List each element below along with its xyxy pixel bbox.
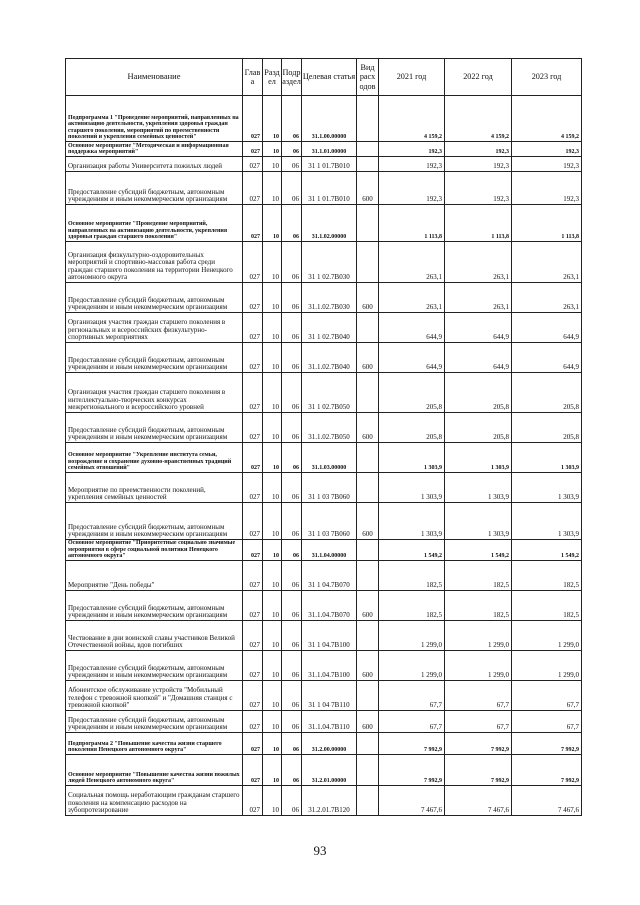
- row-name: Основное мероприятие "Методическая и информационная поддержка мероприятий": [66, 142, 243, 157]
- row-podrazdel: 06: [282, 96, 302, 142]
- row-amount-2022: 205,8: [445, 413, 512, 443]
- row-razdel: 10: [263, 680, 282, 710]
- row-podrazdel: 06: [282, 650, 302, 680]
- row-amount-2023: 205,8: [512, 373, 582, 413]
- row-amount-2021: 1 299,0: [379, 650, 445, 680]
- row-amount-2021: 644,9: [379, 343, 445, 373]
- row-target-article: 31 1 02.7В040: [302, 313, 357, 343]
- row-razdel: 10: [263, 242, 282, 283]
- row-razdel: 10: [263, 710, 282, 732]
- table-row: [66, 732, 582, 754]
- row-target-article: 31 1 02.7В030: [302, 242, 357, 283]
- row-podrazdel: 06: [282, 560, 302, 590]
- table-row: [66, 754, 582, 785]
- row-razdel: 10: [263, 620, 282, 650]
- row-amount-2021: 182,5: [379, 590, 445, 620]
- row-amount-2021: 1 299,0: [379, 620, 445, 650]
- table-body: [66, 96, 582, 816]
- row-podrazdel: 06: [282, 413, 302, 443]
- row-glava: 027: [243, 443, 263, 473]
- row-expense-type: 600: [357, 503, 379, 540]
- row-glava: 027: [243, 242, 263, 283]
- row-glava: 027: [243, 473, 263, 503]
- row-glava: 027: [243, 540, 263, 561]
- row-expense-type: [357, 540, 379, 561]
- row-amount-2022: 1 303,9: [445, 473, 512, 503]
- row-podrazdel: 06: [282, 142, 302, 157]
- row-name: Основное мероприятие "Повышение качества жизни пожилых людей Ненецкого автономного округа": [66, 754, 243, 785]
- table-header: [66, 59, 582, 96]
- row-target-article: 31 1 01.7В010: [302, 157, 357, 172]
- row-podrazdel: 06: [282, 732, 302, 754]
- row-amount-2023: 182,5: [512, 560, 582, 590]
- row-target-article: 31 1 04.7В100: [302, 620, 357, 650]
- row-amount-2022: 182,5: [445, 590, 512, 620]
- row-amount-2022: 1 299,0: [445, 620, 512, 650]
- row-target-article: 31.1.02.7В050: [302, 413, 357, 443]
- row-target-article: 31.1.02.7В030: [302, 283, 357, 313]
- table-row: [66, 503, 582, 540]
- row-amount-2022: 7 467,6: [445, 785, 512, 815]
- row-razdel: 10: [263, 205, 282, 242]
- table-row: [66, 680, 582, 710]
- row-glava: 027: [243, 96, 263, 142]
- row-amount-2021: 4 159,2: [379, 96, 445, 142]
- header-podrazdel: Подр аздел: [282, 59, 302, 96]
- row-expense-type: [357, 785, 379, 815]
- row-amount-2022: 192,3: [445, 157, 512, 172]
- row-podrazdel: 06: [282, 205, 302, 242]
- row-target-article: 31 1 04.7В070: [302, 560, 357, 590]
- row-expense-type: [357, 620, 379, 650]
- row-amount-2023: 7 467,6: [512, 785, 582, 815]
- row-amount-2023: 263,1: [512, 283, 582, 313]
- row-amount-2021: 67,7: [379, 710, 445, 732]
- row-expense-type: 600: [357, 590, 379, 620]
- table-row: [66, 413, 582, 443]
- row-target-article: 31.2.01.7В120: [302, 785, 357, 815]
- row-glava: 027: [243, 650, 263, 680]
- row-expense-type: [357, 373, 379, 413]
- table-row: [66, 242, 582, 283]
- row-expense-type: [357, 443, 379, 473]
- row-amount-2023: 182,5: [512, 590, 582, 620]
- row-razdel: 10: [263, 503, 282, 540]
- row-podrazdel: 06: [282, 540, 302, 561]
- row-podrazdel: 06: [282, 590, 302, 620]
- row-podrazdel: 06: [282, 503, 302, 540]
- table-row: [66, 343, 582, 373]
- row-amount-2023: 7 992,9: [512, 754, 582, 785]
- row-razdel: 10: [263, 754, 282, 785]
- row-expense-type: [357, 96, 379, 142]
- row-expense-type: [357, 242, 379, 283]
- row-amount-2023: 192,3: [512, 142, 582, 157]
- table-row: [66, 620, 582, 650]
- row-podrazdel: 06: [282, 242, 302, 283]
- table-row: [66, 157, 582, 172]
- row-amount-2023: 192,3: [512, 172, 582, 205]
- table-row: [66, 373, 582, 413]
- row-amount-2023: 67,7: [512, 710, 582, 732]
- header-glava: Глав а: [243, 59, 263, 96]
- row-amount-2022: 1 299,0: [445, 650, 512, 680]
- row-razdel: 10: [263, 142, 282, 157]
- header-target-article: Целевая статья: [302, 59, 357, 96]
- table-row: [66, 172, 582, 205]
- row-glava: 027: [243, 503, 263, 540]
- row-podrazdel: 06: [282, 283, 302, 313]
- row-podrazdel: 06: [282, 373, 302, 413]
- row-expense-type: [357, 142, 379, 157]
- row-razdel: 10: [263, 560, 282, 590]
- row-expense-type: 600: [357, 343, 379, 373]
- row-amount-2022: 192,3: [445, 142, 512, 157]
- row-name: Мероприятие "День победы": [66, 560, 243, 590]
- row-amount-2021: 67,7: [379, 680, 445, 710]
- row-razdel: 10: [263, 540, 282, 561]
- row-amount-2021: 205,8: [379, 373, 445, 413]
- row-name: Абонентское обслуживание устройств "Мобильный телефон с тревожной кнопкой" и "Домашняя станция с тревожной кнопкой": [66, 680, 243, 710]
- row-glava: 027: [243, 620, 263, 650]
- row-razdel: 10: [263, 443, 282, 473]
- row-razdel: 10: [263, 96, 282, 142]
- row-podrazdel: 06: [282, 620, 302, 650]
- row-name: Основное мероприятие "Проведение мероприятий, направленных на активизацию деятельности, укрепления здоровья граждан старшего поколения": [66, 205, 243, 242]
- row-name: Организация участия граждан старшего поколения в интеллектуально-творческих конкурсах межрегионального и всероссийского уровней: [66, 373, 243, 413]
- row-razdel: 10: [263, 283, 282, 313]
- row-glava: 027: [243, 283, 263, 313]
- budget-table: [65, 58, 582, 816]
- row-amount-2022: 67,7: [445, 710, 512, 732]
- row-podrazdel: 06: [282, 473, 302, 503]
- row-amount-2021: 1 303,9: [379, 443, 445, 473]
- row-target-article: 31.2.01.00000: [302, 754, 357, 785]
- header-year-2022: 2022 год: [445, 59, 512, 96]
- row-amount-2022: 67,7: [445, 680, 512, 710]
- row-podrazdel: 06: [282, 680, 302, 710]
- row-podrazdel: 06: [282, 754, 302, 785]
- row-expense-type: [357, 560, 379, 590]
- row-glava: 027: [243, 754, 263, 785]
- table-row: [66, 710, 582, 732]
- row-target-article: 31.1.01.00000: [302, 142, 357, 157]
- row-amount-2023: 1 303,9: [512, 473, 582, 503]
- row-amount-2021: 7 467,6: [379, 785, 445, 815]
- table-row: [66, 205, 582, 242]
- row-name: Предоставление субсидий бюджетным, автономным учреждениям и иным некоммерческим организациям: [66, 172, 243, 205]
- row-amount-2021: 1 303,9: [379, 473, 445, 503]
- row-expense-type: [357, 754, 379, 785]
- header-name: Наименование: [66, 59, 243, 96]
- row-amount-2023: 67,7: [512, 680, 582, 710]
- header-razdel: Разд ел: [263, 59, 282, 96]
- row-amount-2022: 7 992,9: [445, 754, 512, 785]
- row-amount-2022: 644,9: [445, 313, 512, 343]
- row-name: Основное мероприятие "Приоритетные социально значимые мероприятия в сфере социальной политики Ненецкого автономного округа": [66, 540, 243, 561]
- row-razdel: 10: [263, 785, 282, 815]
- row-amount-2022: 644,9: [445, 343, 512, 373]
- row-amount-2021: 182,5: [379, 560, 445, 590]
- row-podrazdel: 06: [282, 157, 302, 172]
- row-name: Предоставление субсидий бюджетным, автономным учреждениям и иным некоммерческим организациям: [66, 590, 243, 620]
- table-row: [66, 443, 582, 473]
- row-amount-2022: 1 113,8: [445, 205, 512, 242]
- row-glava: 027: [243, 785, 263, 815]
- row-expense-type: [357, 313, 379, 343]
- row-amount-2023: 1 303,9: [512, 443, 582, 473]
- row-glava: 027: [243, 413, 263, 443]
- row-name: Предоставление субсидий бюджетным, автономным учреждениям и иным некоммерческим организациям: [66, 650, 243, 680]
- header-row: [66, 59, 582, 96]
- row-name: Организация физкультурно-оздоровительных мероприятий и спортивно-массовая работа среди граждан старшего поколения на территории Ненецкого автономного округа: [66, 242, 243, 283]
- row-target-article: 31 1 04 7В110: [302, 680, 357, 710]
- row-target-article: 31 1 01.7В010: [302, 172, 357, 205]
- row-amount-2021: 7 992,9: [379, 732, 445, 754]
- row-amount-2023: 7 992,9: [512, 732, 582, 754]
- row-podrazdel: 06: [282, 313, 302, 343]
- row-name: Социальная помощь неработающим гражданам старшего поколения на компенсацию расходов на зубопротезирование: [66, 785, 243, 815]
- row-amount-2022: 205,8: [445, 373, 512, 413]
- row-name: Предоставление субсидий бюджетным, автономным учреждениям и иным некоммерческим организациям: [66, 283, 243, 313]
- row-expense-type: [357, 157, 379, 172]
- row-target-article: 31.1.04.7В110: [302, 710, 357, 732]
- row-name: Предоставление субсидий бюджетным, автономным учреждениям и иным некоммерческим организациям: [66, 503, 243, 540]
- row-expense-type: 600: [357, 283, 379, 313]
- row-glava: 027: [243, 680, 263, 710]
- row-razdel: 10: [263, 343, 282, 373]
- row-expense-type: [357, 473, 379, 503]
- row-glava: 027: [243, 205, 263, 242]
- row-expense-type: 600: [357, 413, 379, 443]
- row-amount-2023: 1 299,0: [512, 620, 582, 650]
- table-row: [66, 96, 582, 142]
- table-row: [66, 785, 582, 815]
- row-amount-2021: 7 992,9: [379, 754, 445, 785]
- row-expense-type: [357, 205, 379, 242]
- table-row: [66, 142, 582, 157]
- row-amount-2022: 1 549,2: [445, 540, 512, 561]
- row-target-article: 31.1.02.7В040: [302, 343, 357, 373]
- row-name: Предоставление субсидий бюджетным, автономным учреждениям и иным некоммерческим организациям: [66, 413, 243, 443]
- row-glava: 027: [243, 142, 263, 157]
- row-glava: 027: [243, 343, 263, 373]
- row-target-article: 31.1.04.00000: [302, 540, 357, 561]
- row-amount-2022: 7 992,9: [445, 732, 512, 754]
- row-name: Мероприятие по преемственности поколений, укрепления семейных ценностей: [66, 473, 243, 503]
- row-name: Организация участия граждан старшего поколения в региональных и всероссийских физкультурно-спортивных мероприятиях: [66, 313, 243, 343]
- row-expense-type: 600: [357, 710, 379, 732]
- row-amount-2023: 205,8: [512, 413, 582, 443]
- row-amount-2022: 192,3: [445, 172, 512, 205]
- row-amount-2023: 4 159,2: [512, 96, 582, 142]
- row-razdel: 10: [263, 590, 282, 620]
- row-amount-2021: 644,9: [379, 313, 445, 343]
- row-glava: 027: [243, 373, 263, 413]
- row-amount-2023: 1 299,0: [512, 650, 582, 680]
- row-razdel: 10: [263, 732, 282, 754]
- row-razdel: 10: [263, 413, 282, 443]
- header-expense-type: Вид расх одов: [357, 59, 379, 96]
- row-amount-2022: 263,1: [445, 283, 512, 313]
- row-amount-2021: 1 549,2: [379, 540, 445, 561]
- row-amount-2021: 263,1: [379, 242, 445, 283]
- row-amount-2021: 263,1: [379, 283, 445, 313]
- row-glava: 027: [243, 732, 263, 754]
- row-glava: 027: [243, 157, 263, 172]
- row-target-article: 31.1.04.7В100: [302, 650, 357, 680]
- row-podrazdel: 06: [282, 343, 302, 373]
- table-row: [66, 283, 582, 313]
- row-amount-2021: 192,3: [379, 172, 445, 205]
- row-amount-2021: 205,8: [379, 413, 445, 443]
- row-amount-2021: 1 113,8: [379, 205, 445, 242]
- row-razdel: 10: [263, 473, 282, 503]
- row-target-article: 31.1.03.00000: [302, 443, 357, 473]
- row-name: Предоставление субсидий бюджетным, автономным учреждениям и иным некоммерческим организациям: [66, 343, 243, 373]
- row-target-article: 31 1 02.7В050: [302, 373, 357, 413]
- row-expense-type: [357, 680, 379, 710]
- row-amount-2023: 192,3: [512, 157, 582, 172]
- row-amount-2021: 192,3: [379, 142, 445, 157]
- row-name: Организация работы Университета пожилых людей: [66, 157, 243, 172]
- row-target-article: 31.1.04.7В070: [302, 590, 357, 620]
- row-amount-2023: 644,9: [512, 343, 582, 373]
- table-row: [66, 590, 582, 620]
- row-amount-2023: 1 303,9: [512, 503, 582, 540]
- row-target-article: 31.1.00.00000: [302, 96, 357, 142]
- row-podrazdel: 06: [282, 785, 302, 815]
- row-target-article: 31.1.02.00000: [302, 205, 357, 242]
- table-row: [66, 313, 582, 343]
- row-amount-2022: 1 303,9: [445, 443, 512, 473]
- row-glava: 027: [243, 560, 263, 590]
- row-amount-2023: 1 113,8: [512, 205, 582, 242]
- row-razdel: 10: [263, 313, 282, 343]
- table-row: [66, 540, 582, 561]
- row-name: Чествование в дни воинской славы участников Великой Отечественной войны, вдов погибших: [66, 620, 243, 650]
- row-podrazdel: 06: [282, 710, 302, 732]
- row-amount-2021: 1 303,9: [379, 503, 445, 540]
- row-razdel: 10: [263, 650, 282, 680]
- row-expense-type: 600: [357, 650, 379, 680]
- row-amount-2023: 644,9: [512, 313, 582, 343]
- row-name: Предоставление субсидий бюджетным, автономным учреждениям и иным некоммерческим организациям: [66, 710, 243, 732]
- row-podrazdel: 06: [282, 443, 302, 473]
- row-name: Подпрограмма 2 "Повышение качества жизни старшего поколения Ненецкого автономного округа": [66, 732, 243, 754]
- row-amount-2021: 192,3: [379, 157, 445, 172]
- row-razdel: 10: [263, 157, 282, 172]
- row-expense-type: 600: [357, 172, 379, 205]
- row-podrazdel: 06: [282, 172, 302, 205]
- row-amount-2022: 182,5: [445, 560, 512, 590]
- row-target-article: 31.2.00.00000: [302, 732, 357, 754]
- row-name: Основное мероприятие "Укрепление института семьи, возрождение и сохранение духовно-нравственных традиций семейных отношений": [66, 443, 243, 473]
- row-glava: 027: [243, 172, 263, 205]
- header-year-2023: 2023 год: [512, 59, 582, 96]
- row-glava: 027: [243, 313, 263, 343]
- table-row: [66, 650, 582, 680]
- table-row: [66, 560, 582, 590]
- page-number: 93: [313, 843, 327, 858]
- row-amount-2022: 1 303,9: [445, 503, 512, 540]
- row-expense-type: [357, 732, 379, 754]
- row-amount-2023: 263,1: [512, 242, 582, 283]
- row-name: Подпрограмма 1 "Проведение мероприятий, направленных на активизацию деятельности, укрепления здоровья граждан старшего поколения, мероприятий по преемственности поколений и укрепления семейных ценностей": [66, 96, 243, 142]
- row-amount-2023: 1 549,2: [512, 540, 582, 561]
- row-razdel: 10: [263, 373, 282, 413]
- table-row: [66, 473, 582, 503]
- row-amount-2022: 263,1: [445, 242, 512, 283]
- row-target-article: 31 1 03 7В060: [302, 503, 357, 540]
- row-razdel: 10: [263, 172, 282, 205]
- row-amount-2022: 4 159,2: [445, 96, 512, 142]
- header-year-2021: 2021 год: [379, 59, 445, 96]
- row-glava: 027: [243, 590, 263, 620]
- row-glava: 027: [243, 710, 263, 732]
- row-target-article: 31 1 03 7В060: [302, 473, 357, 503]
